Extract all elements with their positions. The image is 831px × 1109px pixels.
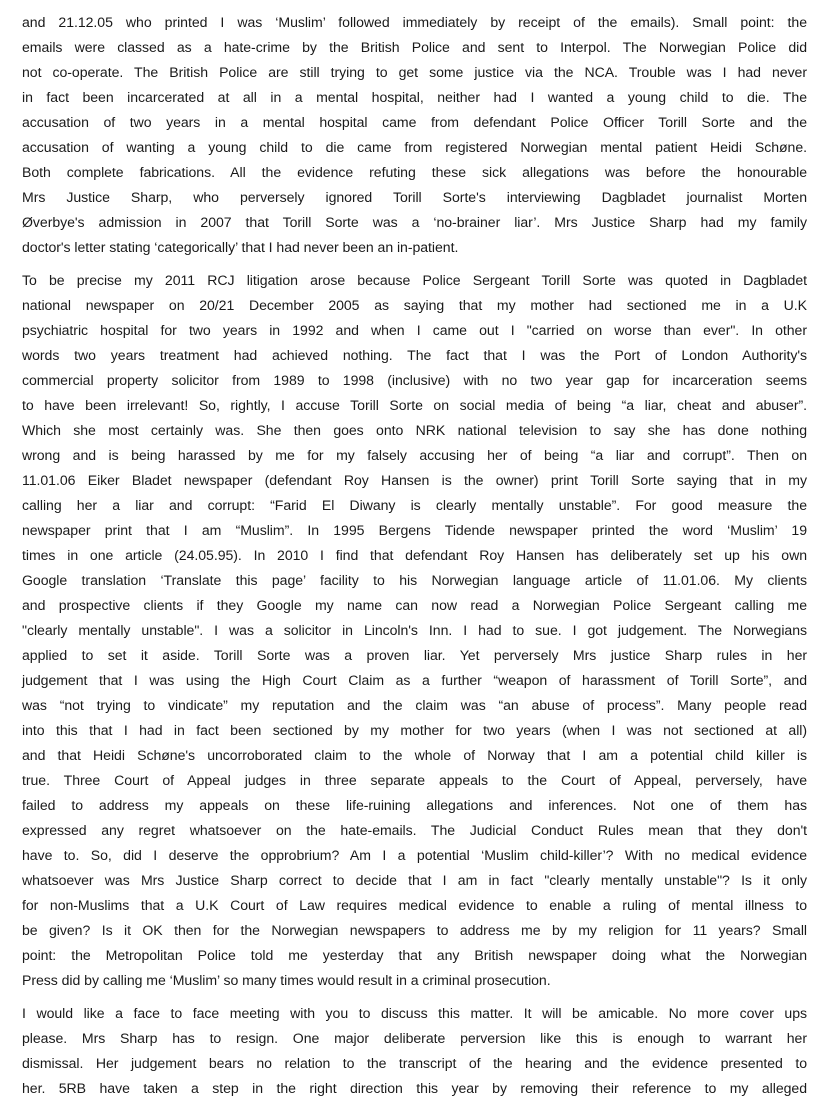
text-line: I would like a face to face meeting with you to discuss this matter. It will be amicable. No more cover ups bbox=[22, 1005, 807, 1021]
text-line: Øverbye's admission in 2007 that Torill Sorte was a ‘no-brainer liar’. Mrs Justice Sharp had my family bbox=[22, 214, 807, 230]
text-line: expressed any regret whatsoever on the hate-emails. The Judicial Conduct Rules mean that they don't bbox=[22, 822, 807, 838]
text-line: doctor's letter stating ‘categorically’ that I had never been an in-patient. bbox=[22, 239, 459, 255]
text-line: To be precise my 2011 RCJ litigation arose because Police Sergeant Torill Sorte was quoted in Dagbladet bbox=[22, 272, 807, 288]
text-line: in fact been incarcerated at all in a mental hospital, neither had I wanted a young child to die. The bbox=[22, 89, 807, 105]
text-line: Both complete fabrications. All the evidence refuting these sick allegations was before the honourable bbox=[22, 164, 807, 180]
text-line: national newspaper on 20/21 December 2005 as saying that my mother had sectioned me in a U.K bbox=[22, 297, 807, 313]
text-line: times in one article (24.05.95). In 2010 I find that defendant Roy Hansen has deliberately set up his own bbox=[22, 547, 807, 563]
text-line: true. Three Court of Appeal judges in three separate appeals to the Court of Appeal, perversely, have bbox=[22, 772, 807, 788]
text-line: whatsoever was Mrs Justice Sharp correct to decide that I am in fact "clearly mentally unstable"? Is it only bbox=[22, 872, 807, 888]
text-line: Google translation ‘Translate this page’ facility to his Norwegian language article of 11.01.06. My clients bbox=[22, 572, 807, 588]
text-line: was “not trying to vindicate” my reputation and the claim was “an abuse of process”. Many people read bbox=[22, 697, 807, 713]
text-line: accusation of two years in a mental hospital came from defendant Police Officer Torill Sorte and the bbox=[22, 114, 807, 130]
text-line: psychiatric hospital for two years in 1992 and when I came out I "carried on worse than ever". In other bbox=[22, 322, 807, 338]
text-line: be given? Is it OK then for the Norwegian newspapers to address me by my religion for 11 years? Small bbox=[22, 922, 807, 938]
text-line: and 21.12.05 who printed I was ‘Muslim’ followed immediately by receipt of the emails). Small point: the bbox=[22, 14, 807, 30]
text-line: 11.01.06 Eiker Bladet newspaper (defendant Roy Hansen is the owner) print Torill Sorte saying that in my bbox=[22, 472, 807, 488]
paragraph-2 bbox=[22, 268, 807, 993]
text-line: please. Mrs Sharp has to resign. One major deliberate perversion like this is enough to warrant her bbox=[22, 1030, 807, 1046]
text-line: dismissal. Her judgement bears no relation to the transcript of the hearing and the evidence presented to bbox=[22, 1055, 807, 1071]
text-line: to have been irrelevant! So, rightly, I accuse Torill Sorte on social media of being “a liar, cheat and abuser”. bbox=[22, 397, 807, 413]
text-line: point: the Metropolitan Police told me yesterday that any British newspaper doing what the Norwegian bbox=[22, 947, 807, 963]
text-line: judgement that I was using the High Court Claim as a further “weapon of harassment of Torill Sorte”, and bbox=[22, 672, 807, 688]
text-line: not co-operate. The British Police are still trying to get some justice via the NCA. Trouble was I had never bbox=[22, 64, 807, 80]
text-line: words two years treatment had achieved nothing. The fact that I was the Port of London Authority's bbox=[22, 347, 807, 363]
paragraph-3 bbox=[22, 1001, 807, 1101]
text-line: have to. So, did I deserve the opprobrium? Am I a potential ‘Muslim child-killer’? With no medical evidence bbox=[22, 847, 807, 863]
text-line: newspaper print that I am “Muslim”. In 1995 Bergens Tidende newspaper printed the word ‘Muslim’ 19 bbox=[22, 522, 807, 538]
text-line: wrong and is being harassed by me for my falsely accusing her of being “a liar and corrupt”. Then on bbox=[22, 447, 807, 463]
text-line: Mrs Justice Sharp, who perversely ignored Torill Sorte's interviewing Dagbladet journalist Morten bbox=[22, 189, 807, 205]
text-line: calling her a liar and corrupt: “Farid El Diwany is clearly mentally unstable”. For good measure the bbox=[22, 497, 807, 513]
text-line: "clearly mentally unstable". I was a solicitor in Lincoln's Inn. I had to sue. I got judgement. The Norwegians bbox=[22, 622, 807, 638]
text-line: Which she most certainly was. She then goes onto NRK national television to say she has done nothing bbox=[22, 422, 807, 438]
text-line: failed to address my appeals on these life-ruining allegations and inferences. Not one of them has bbox=[22, 797, 807, 813]
text-line: into this that I had in fact been sectioned by my mother for two years (when I was not sectioned at all) bbox=[22, 722, 807, 738]
text-line: commercial property solicitor from 1989 to 1998 (inclusive) with no two year gap for incarceration seems bbox=[22, 372, 807, 388]
text-line: Press did by calling me ‘Muslim’ so many times would result in a criminal prosecution. bbox=[22, 972, 551, 988]
paragraph-1 bbox=[22, 10, 807, 260]
text-line: emails were classed as a hate-crime by the British Police and sent to Interpol. The Norwegian Police did bbox=[22, 39, 807, 55]
text-line: and that Heidi Schøne's uncorroborated claim to the whole of Norway that I am a potential child killer is bbox=[22, 747, 807, 763]
text-line: her. 5RB have taken a step in the right direction this year by removing their reference to my alleged bbox=[22, 1080, 807, 1096]
text-line: for non-Muslims that a U.K Court of Law requires medical evidence to enable a ruling of mental illness to bbox=[22, 897, 807, 913]
text-line: accusation of wanting a young child to die came from registered Norwegian mental patient Heidi Schøne. bbox=[22, 139, 807, 155]
letter-page bbox=[22, 10, 807, 1109]
text-line: and prospective clients if they Google my name can now read a Norwegian Police Sergeant calling me bbox=[22, 597, 807, 613]
text-line: applied to set it aside. Torill Sorte was a proven liar. Yet perversely Mrs justice Sharp rules in her bbox=[22, 647, 807, 663]
